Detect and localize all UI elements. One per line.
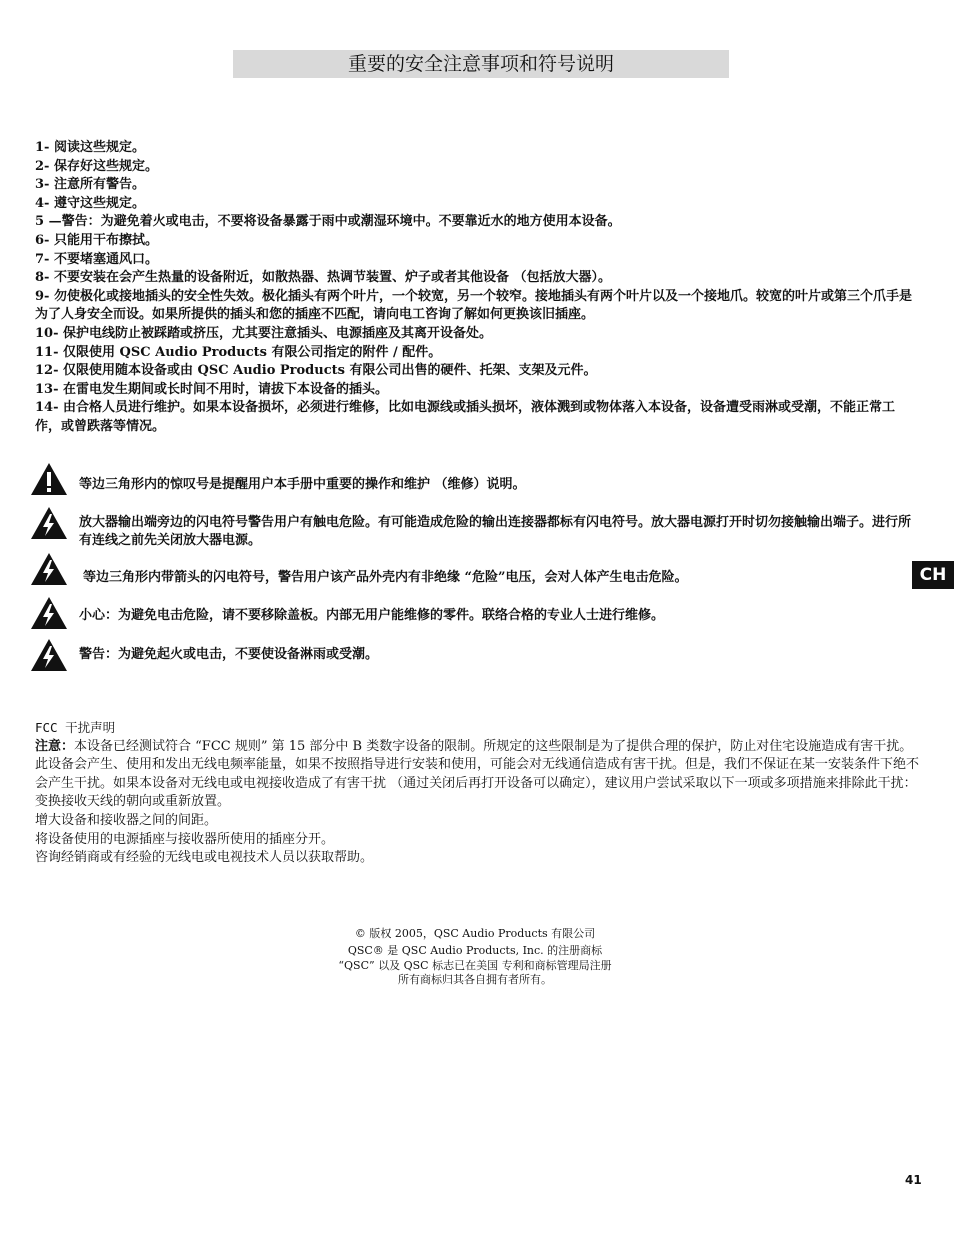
warning-text: 放大器输出端旁边的闪电符号警告用户有触电危险。有可能造成危险的输出连接器都标有闪电符号。放大器电源打开时切勿接触输出端子。进行所有连线之前先关闭放大器电源。	[79, 515, 912, 548]
page-title: 重要的安全注意事项和符号说明	[233, 50, 729, 78]
lightning-triangle-icon	[30, 638, 68, 678]
copyright-line: QSC® 是 QSC Audio Products, Inc. 的注册商标	[347, 944, 603, 957]
fcc-heading: FCC 干扰声明	[35, 720, 116, 735]
rule-item: 5 —警告：为避免着火或电击，不要将设备暴露于雨中或潮湿环境中。不要靠近水的地方使用本设备。	[35, 214, 621, 230]
warning-text: 小心：为避免电击危险，请不要移除盖板。内部无用户能维修的零件。联络合格的专业人士进行维修。	[79, 608, 665, 623]
lightning-triangle-icon	[30, 552, 68, 592]
lightning-triangle-icon	[30, 596, 68, 636]
fcc-measure: 增大设备和接收器之间的间距。	[35, 812, 218, 828]
copyright-line: 所有商标归其各自拥有者所有。	[398, 973, 552, 986]
fcc-note-label: 注意：	[35, 738, 75, 754]
rule-item: 12- 仅限使用随本设备或由 QSC Audio Products 有限公司出售的硬件、托架、支架及元件。	[35, 363, 597, 379]
fcc-note	[35, 738, 923, 794]
rule-item: 13- 在雷电发生期间或长时间不用时，请拔下本设备的插头。	[35, 381, 389, 397]
fcc-statement	[35, 719, 923, 868]
exclamation-triangle-icon	[30, 462, 68, 502]
copyright-line: © 版权 2005，QSC Audio Products 有限公司	[354, 927, 596, 940]
warning-text: 等边三角形内带箭头的闪电符号，警告用户该产品外壳内有非绝缘 “危险”电压，会对人体产生电击危险。	[83, 570, 688, 585]
rule-item: 4- 遵守这些规定。	[35, 195, 145, 211]
safety-rules-list	[35, 139, 920, 437]
rule-item: 8- 不要安装在会产生热量的设备附近，如散热器、热调节装置、炉子或者其他设备 （包括放大器）。	[35, 270, 611, 286]
copyright-line: “QSC” 以及 QSC 标志已在美国 专利和商标管理局注册	[338, 959, 612, 972]
lightning-triangle-icon	[30, 506, 68, 546]
rule-item: 14- 由合格人员进行维护。如果本设备损坏，必须进行维修，比如电源线或插头损坏，液体溅到或物体落入本设备，设备遭受雨淋或受潮，不能正常工作，或曾跌落等情况。	[35, 400, 896, 434]
page-number: 41	[905, 1173, 922, 1187]
copyright-block	[250, 925, 700, 987]
rule-item: 10- 保护电线防止被踩踏或挤压，尤其要注意插头、电源插座及其离开设备处。	[35, 325, 493, 341]
fcc-measure: 将设备使用的电源插座与接收器所使用的插座分开。	[35, 831, 335, 847]
fcc-note-text: 本设备已经测试符合 “FCC 规则” 第 15 部分中 B 类数字设备的限制。所规定的这些限制是为了提供合理的保护，防止对住宅设施造成有害干扰。此设备会产生、使用和发出无线电频率能量，如果不按照指导进行安装和使用，可能会对无线通信造成有害干扰。但是，我们不保证在某一安装条件下绝不会产生干扰。如果本设备对无线电或电视接收造成了有害干扰 （通过关闭后再打开设备可以确定），建议用户尝试采取以下一项或多项措施来排除此干扰：	[35, 738, 920, 791]
fcc-measure: 咨询经销商或有经验的无线电或电视技术人员以获取帮助。	[35, 850, 374, 866]
rule-item: 9- 勿使极化或接地插头的安全性失效。极化插头有两个叶片，一个较宽，另一个较窄。接地插头有两个叶片以及一个接地爪。较宽的叶片或第三个爪手是为了人身安全而设。如果所提供的插头和您的插座不匹配，请向电工咨询了解如何更换该旧插座。	[35, 288, 912, 323]
rule-item: 7- 不要堵塞通风口。	[35, 251, 158, 267]
warning-text: 警告：为避免起火或电击，不要使设备淋雨或受潮。	[79, 647, 379, 662]
fcc-measure: 变换接收天线的朝向或重新放置。	[35, 794, 231, 810]
rule-item: 6- 只能用干布擦拭。	[35, 232, 158, 248]
rule-item: 2- 保存好这些规定。	[35, 158, 158, 174]
rule-item: 3- 注意所有警告。	[35, 177, 145, 193]
rule-item: 1- 阅读这些规定。	[35, 140, 145, 155]
language-tab: CH	[912, 561, 954, 589]
rule-item: 11- 仅限使用 QSC Audio Products 有限公司指定的附件 / 配件。	[35, 344, 442, 360]
warning-text: 等边三角形内的惊叹号是提醒用户本手册中重要的操作和维护 （维修）说明。	[79, 477, 526, 492]
